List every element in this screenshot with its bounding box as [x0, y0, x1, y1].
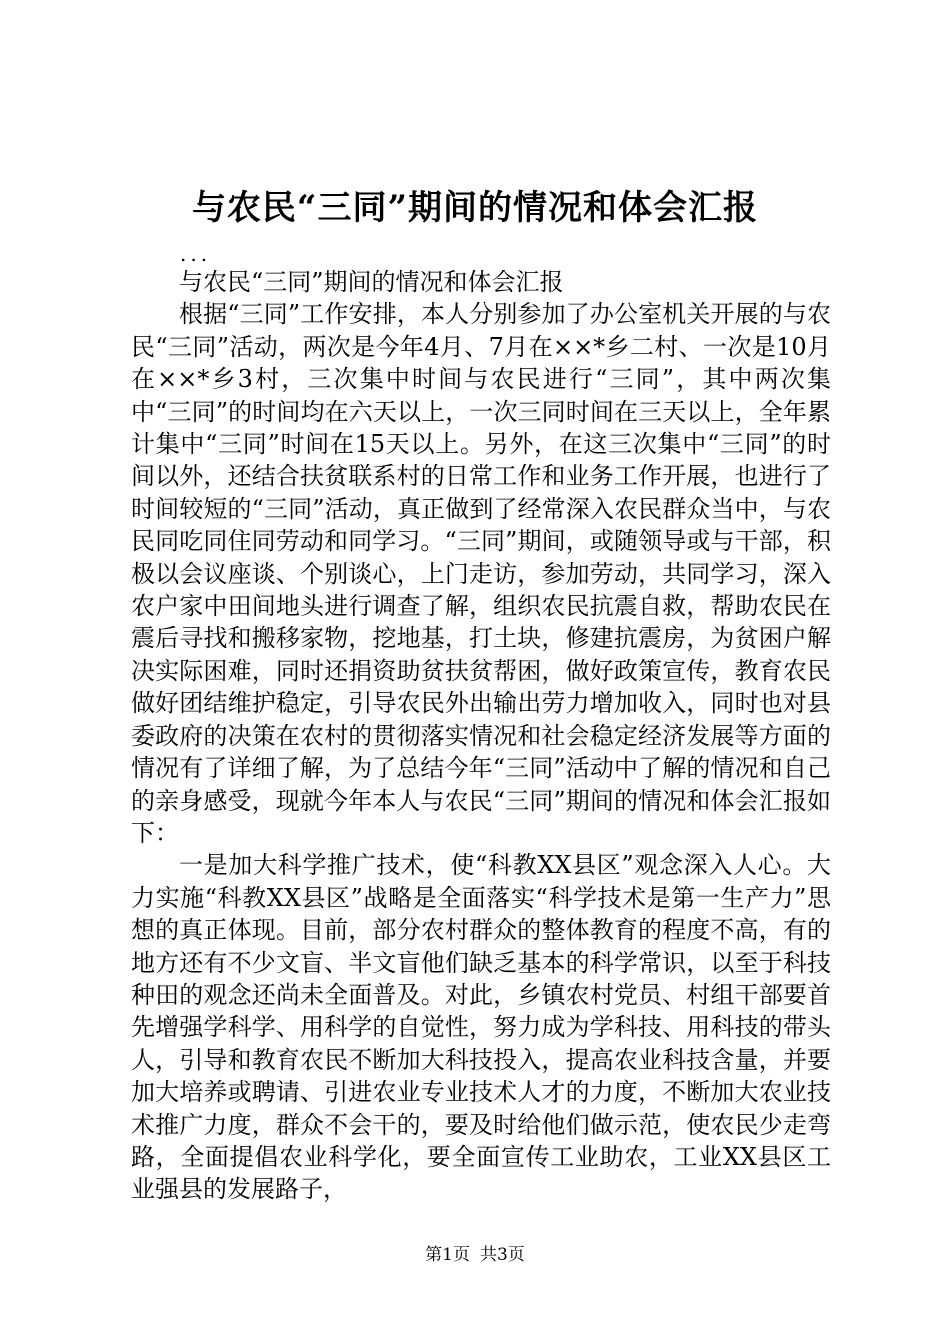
document-title: 与农民“三同”期间的情况和体会汇报 — [191, 188, 759, 228]
paragraph-1: 根据“三同”工作安排，本人分别参加了办公室机关开展的与农民“三同”活动，两次是今年4月、7月在××*乡二村、一次是10月在××*乡3村，三次集中时间与农民进行“三同”，其中两次集中“三同”的时间均在六天以上，一次三同时间在三天以上，全年累计集中“三同”时间在15天以上。另外，在这三次集中“三同”的时间以外，还结合扶贫联系村的日常工作和业务工作开展，也进行了时间较短的“三同”活动，真正做到了经常深入农民群众当中，与农民同吃同住同劳动和同学习。“三同”期间，或随领导或与干部，积极以会议座谈、个别谈心，上门走访，参加劳动，共同学习，深入农户家中田间地头进行调查了解，组织农民抗震自救，帮助农民在震后寻找和搬移家物，挖地基，打土块，修建抗震房，为贫困户解决实际困难，同时还捐资助贫扶贫帮困，做好政策宣传，教育农民做好团结维护稳定，引导农民外出输出劳力增加收入，同时也对县委政府的决策在农村的贯彻落实情况和社会稳定经济发展等方面的情况有了详细了解，为了总结今年“三同”活动中了解的情况和自己的亲身感受，现就今年本人与农民“三同”期间的情况和体会汇报如下： — [131, 300, 831, 847]
page-total: 共3页 — [480, 1245, 525, 1265]
paragraph-2: 一是加大科学推广技术，使“科教XX县区”观念深入人心。大力实施“科教XX县区”战略是全面落实“科学技术是第一生产力”思想的真正体现。目前，部分农村群众的整体教育的程度不高，有的地方还有不少文盲、半文盲他们缺乏基本的科学常识，以至于科技种田的观念还尚未全面普及。对此，乡镇农村党员、村组干部要首先增强学科学、用科学的自觉性，努力成为学科技、用科技的带头人，引导和教育农民不断加大科技投入，提高农业科技含量，并要加大培养或聘请、引进农业专业技术人才的力度，不断加大农业技术推广力度，群众不会干的，要及时给他们做示范，使农民少走弯路，全面提倡农业科学化，要全面宣传工业助农，工业XX县区工业强县的发展路子， — [131, 851, 831, 1204]
page-number: 第1页 — [425, 1245, 470, 1265]
page-footer — [0, 1243, 950, 1267]
document-subtitle: 与农民“三同”期间的情况和体会汇报 — [179, 268, 564, 296]
ellipsis-mark: ... — [180, 242, 212, 266]
document-body — [131, 266, 831, 1206]
